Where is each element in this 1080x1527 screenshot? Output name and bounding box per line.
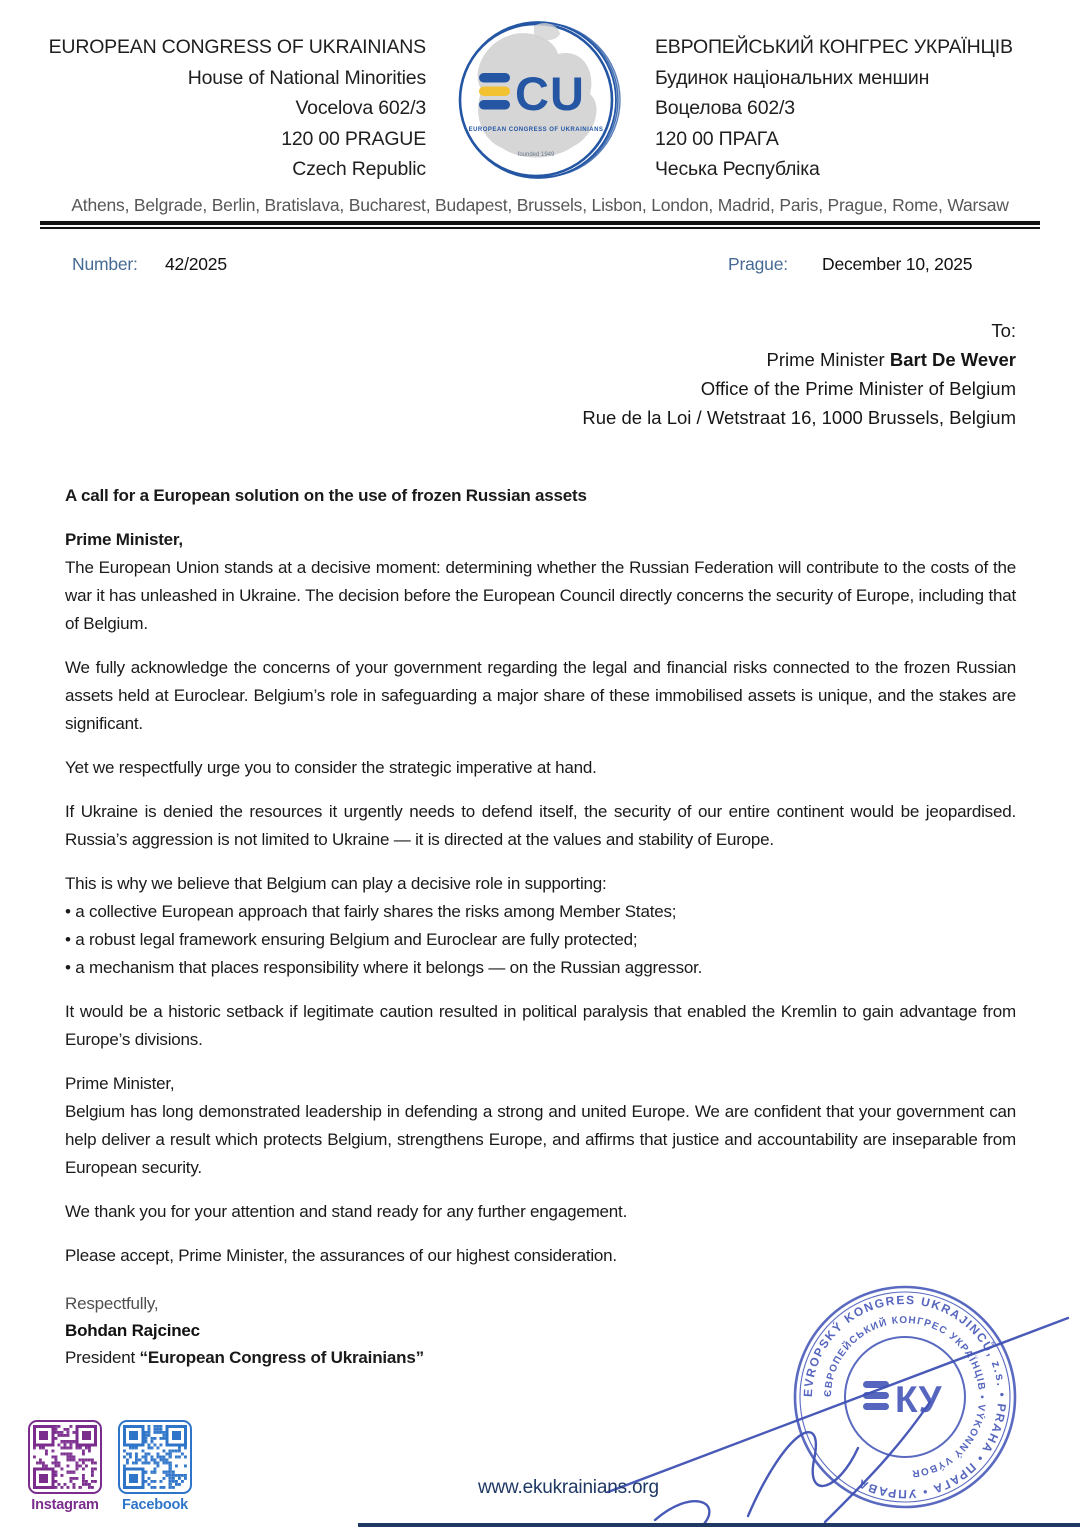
qr-facebook-label: Facebook	[121, 1497, 189, 1513]
paragraph: If Ukraine is denied the resources it urgently needs to defend itself, the security of our entire continent would be jeopardised. Russia’s aggression is not limited to Ukraine — it is directed at the values and stability of Europe.	[65, 802, 1016, 849]
organization-stamp	[780, 1272, 1030, 1522]
ecu-logo	[450, 14, 622, 186]
paragraph: Yet we respectfully urge you to consider the strategic imperative at hand.	[65, 758, 597, 777]
org-address-en-line: Vocelova 602/3	[295, 97, 426, 119]
paragraph: We thank you for your attention and stand ready for any further engagement.	[65, 1202, 628, 1221]
letterhead-left	[40, 32, 426, 185]
salutation: Prime Minister,	[65, 530, 183, 549]
org-address-uk-line: Будинок національних меншин	[655, 66, 930, 89]
stamp-outer-ring-text: EVROPSKÝ KONGRES UKRAJINCŮ, z.s. • PRAHA • ПРАГА • УПРАВА	[800, 1292, 1010, 1502]
place-label: Prague:	[728, 254, 788, 274]
addressee-line1	[582, 345, 1016, 374]
logo-letters: CU	[515, 67, 585, 120]
org-address-uk-line: Воцелова 602/3	[655, 97, 795, 119]
bullet-item: • a collective European approach that fairly shares the risks among Member States;	[65, 902, 677, 921]
svg-text:КУ: КУ	[895, 1379, 942, 1420]
paragraph: The European Union stands at a decisive moment: determining whether the Russian Federation will contribute to the costs of the war it has unleashed in Ukraine. The decision before the European Council directly concerns the security of Europe, including that of Belgium.	[65, 558, 1016, 633]
social-qr-codes	[28, 1420, 192, 1513]
org-address-en-line: Czech Republic	[292, 158, 426, 180]
logo-founded-label: founded 1949	[517, 152, 555, 158]
number-value: 42/2025	[165, 254, 227, 274]
website-link[interactable]: www.ekukrainians.org	[478, 1477, 659, 1498]
bullet-item: • a mechanism that places responsibility where it belongs — on the Russian aggressor.	[65, 958, 703, 977]
qr-facebook	[118, 1420, 192, 1513]
qr-instagram-label: Instagram	[31, 1497, 99, 1513]
number-label: Number:	[72, 254, 138, 274]
date-value: December 10, 2025	[822, 254, 973, 274]
header-divider	[40, 221, 1040, 228]
letterhead-right	[655, 32, 1055, 185]
meta-row	[0, 254, 1080, 280]
org-address-en-line: 120 00 PRAGUE	[281, 127, 426, 150]
paragraph: Please accept, Prime Minister, the assurances of our highest consideration.	[65, 1246, 617, 1265]
paragraph: We fully acknowledge the concerns of your government regarding the legal and financial risks connected to the frozen Russian assets held at Euroclear. Belgium’s role in safeguarding a major share of these immobilised assets is unique, and the stakes are significant.	[65, 658, 1016, 733]
signer-role: President	[65, 1348, 140, 1367]
org-address-uk-line: 120 00 ПРАГА	[655, 127, 779, 150]
addressee-line2: Office of the Prime Minister of Belgium	[700, 378, 1016, 399]
signer-name: Bohdan Rajcinec	[65, 1321, 200, 1340]
footer-divider	[358, 1523, 1080, 1527]
org-address-en-line: House of National Minorities	[187, 66, 426, 89]
paragraph: It would be a historic setback if legitimate caution resulted in political paralysis that enabled the Kremlin to gain advantage from Europe’s divisions.	[65, 1002, 1016, 1049]
org-name-en: EUROPEAN CONGRESS OF UKRAINIANS	[48, 36, 426, 58]
qr-instagram	[28, 1420, 102, 1513]
addressee-line3: Rue de la Loi / Wetstraat 16, 1000 Brussels, Belgium	[582, 407, 1016, 428]
qr-facebook-code	[118, 1420, 192, 1494]
subject-line: A call for a European solution on the use of frozen Russian assets	[65, 486, 587, 505]
org-address-uk-line: Чеська Республіка	[655, 158, 820, 180]
addressee-role: Prime Minister	[766, 349, 890, 370]
bullet-item: • a robust legal framework ensuring Belgium and Euroclear are fully protected;	[65, 930, 638, 949]
stamp-center-mark	[863, 1379, 943, 1420]
logo-ring-label: EUROPEAN CONGRESS OF UKRAINIANS	[468, 127, 604, 133]
list-intro: This is why we believe that Belgium can play a decisive role in supporting:	[65, 874, 607, 893]
qr-instagram-code	[28, 1420, 102, 1494]
ecu-logo-graphic	[450, 14, 622, 186]
to-label: To:	[991, 320, 1016, 341]
addressee-name: Bart De Wever	[889, 349, 1016, 370]
salutation-repeat: Prime Minister,	[65, 1074, 175, 1093]
signer-org: “European Congress of Ukrainians”	[139, 1348, 424, 1367]
addressee-block	[582, 316, 1016, 432]
paragraph: Belgium has long demonstrated leadership in defending a strong and united Europe. We are confident that your government can help deliver a result which protects Belgium, strengthens Europe, and affirms that justice and accountability are inseparable from European security.	[65, 1102, 1016, 1177]
member-cities-line: Athens, Belgrade, Berlin, Bratislava, Bucharest, Budapest, Brussels, Lisbon, London, Madrid, Paris, Prague, Rome, Warsaw	[71, 195, 1009, 215]
stamp-inner-ring-text: ЄВРОПЕЙСЬКИЙ КОНГРЕС УКРАЇНЦІВ • VÝKONNÝ VÝBOR	[822, 1314, 988, 1479]
stamp-graphic	[780, 1272, 1030, 1522]
letter-body	[65, 482, 1016, 1371]
closing-line: Respectfully,	[65, 1294, 159, 1313]
org-name-uk: ЕВРОПЕЙСЬКИЙ КОНГРЕС УКРАЇНЦІВ	[655, 36, 1013, 58]
